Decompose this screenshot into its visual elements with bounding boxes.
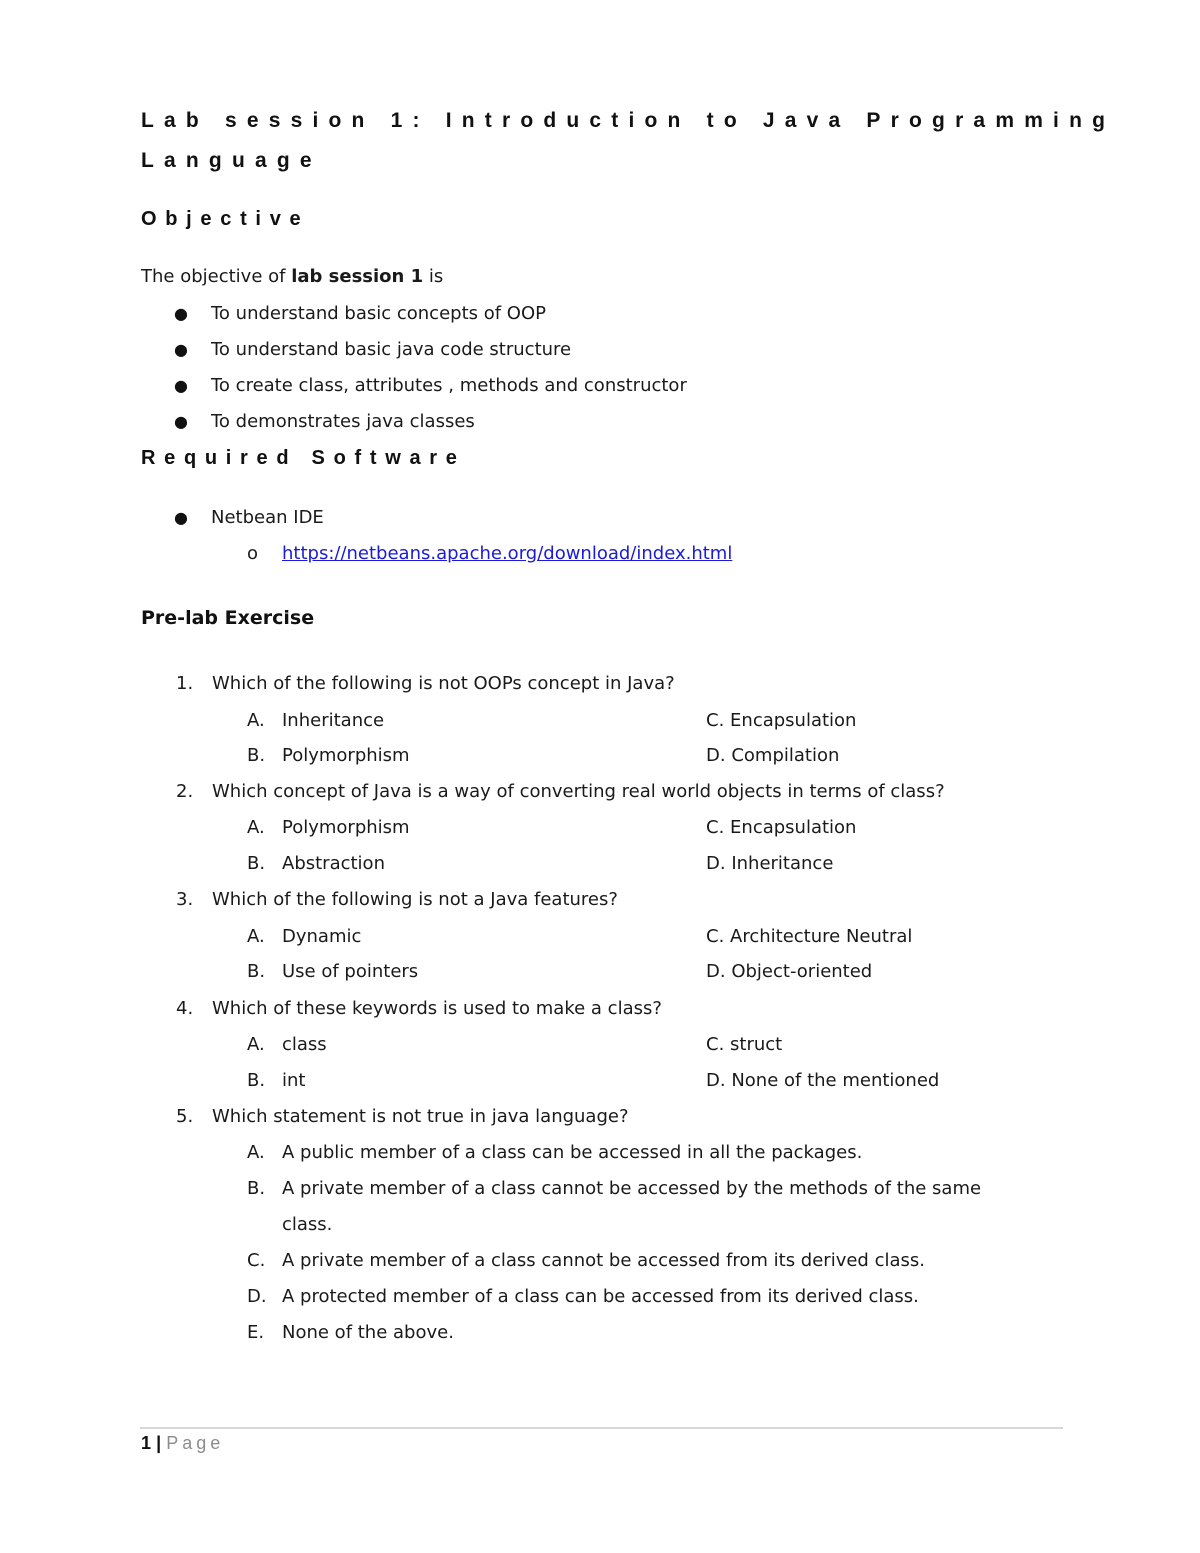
footer-divider [140,1427,1063,1429]
question-number: 1. [176,673,194,694]
option-letter: E. [247,1322,265,1343]
option-text: int [282,1070,306,1091]
question-text: Which of these keywords is used to make a class? [212,998,662,1019]
objective-item: To create class, attributes , methods and constructor [211,375,687,396]
objective-intro-bold: lab session 1 [291,266,424,287]
option-text: Compilation [731,745,840,766]
option [706,710,856,731]
software-item-netbean: Netbean IDE [211,507,324,528]
option-text: Use of pointers [282,961,419,982]
option [706,1070,939,1091]
option [706,745,839,766]
page-title-line-2: Language [141,149,322,172]
option-text: None of the above. [282,1322,454,1343]
option [706,961,872,982]
objective-item: To demonstrates java classes [211,411,475,432]
option-letter: D. [247,1286,267,1307]
objective-heading: Objective [141,208,310,230]
bullet-icon: ● [174,340,188,359]
option-letter: A. [247,926,265,947]
option-letter: D. [706,961,726,982]
option-letter: D. [706,1070,726,1091]
page-number: 1 [141,1433,152,1453]
question-text: Which of the following is not OOPs concept in Java? [212,673,675,694]
option-letter: B. [247,745,266,766]
option-text: None of the mentioned [731,1070,940,1091]
page-title-line-1: Lab session 1: Introduction to Java Programming [141,109,1116,132]
option-text: Inheritance [731,853,834,874]
option-letter: B. [247,853,266,874]
objective-intro-suffix: is [423,266,444,287]
option-text: A private member of a class cannot be accessed from its derived class. [282,1250,925,1271]
option-text: Architecture Neutral [730,926,913,947]
question-number: 5. [176,1106,194,1127]
question-text: Which of the following is not a Java features? [212,889,618,910]
option-letter: A. [247,710,265,731]
netbeans-download-link[interactable]: https://netbeans.apache.org/download/index.html [282,543,733,564]
question-text: Which concept of Java is a way of converting real world objects in terms of class? [212,781,945,802]
bullet-icon: ● [174,412,188,431]
option-letter: A. [247,817,265,838]
objective-item: To understand basic concepts of OOP [211,303,546,324]
bullet-icon: ● [174,508,188,527]
option-text: A public member of a class can be accessed in all the packages. [282,1142,863,1163]
page-label: Page [166,1433,225,1453]
option-letter: C. [706,710,725,731]
option [706,853,833,874]
option-text: class [282,1034,327,1055]
option-letter: C. [247,1250,266,1271]
option-letter: B. [247,961,266,982]
option-text: Polymorphism [282,817,410,838]
option-text-continued: class. [282,1214,333,1235]
prelab-heading: Pre-lab Exercise [141,607,315,629]
required-software-heading: Required Software [141,447,466,469]
option-text: A protected member of a class can be accessed from its derived class. [282,1286,919,1307]
option-text: Encapsulation [730,817,857,838]
option-letter: C. [706,1034,725,1055]
bullet-icon: ● [174,304,188,323]
option [706,926,912,947]
option [706,817,856,838]
option-text: Abstraction [282,853,385,874]
page-footer [141,1433,224,1454]
question-number: 2. [176,781,194,802]
bullet-icon: ● [174,376,188,395]
option-letter: C. [706,817,725,838]
question-text: Which statement is not true in java language? [212,1106,629,1127]
option-text: Inheritance [282,710,385,731]
circle-bullet-icon: o [247,543,259,564]
question-number: 4. [176,998,194,1019]
option-letter: A. [247,1034,265,1055]
option-text: Dynamic [282,926,362,947]
option-letter: D. [706,853,726,874]
option-letter: D. [706,745,726,766]
objective-intro [141,266,443,287]
option-letter: A. [247,1142,265,1163]
option-text: A private member of a class cannot be accessed by the methods of the same [282,1178,982,1199]
option-text: struct [730,1034,783,1055]
option-letter: B. [247,1070,266,1091]
question-number: 3. [176,889,194,910]
page-separator: | [156,1433,162,1453]
option-letter: B. [247,1178,266,1199]
option [706,1034,782,1055]
option-text: Encapsulation [730,710,857,731]
objective-item: To understand basic java code structure [211,339,572,360]
objective-intro-prefix: The objective of [141,266,292,287]
option-letter: C. [706,926,725,947]
option-text: Object-oriented [731,961,873,982]
option-text: Polymorphism [282,745,410,766]
